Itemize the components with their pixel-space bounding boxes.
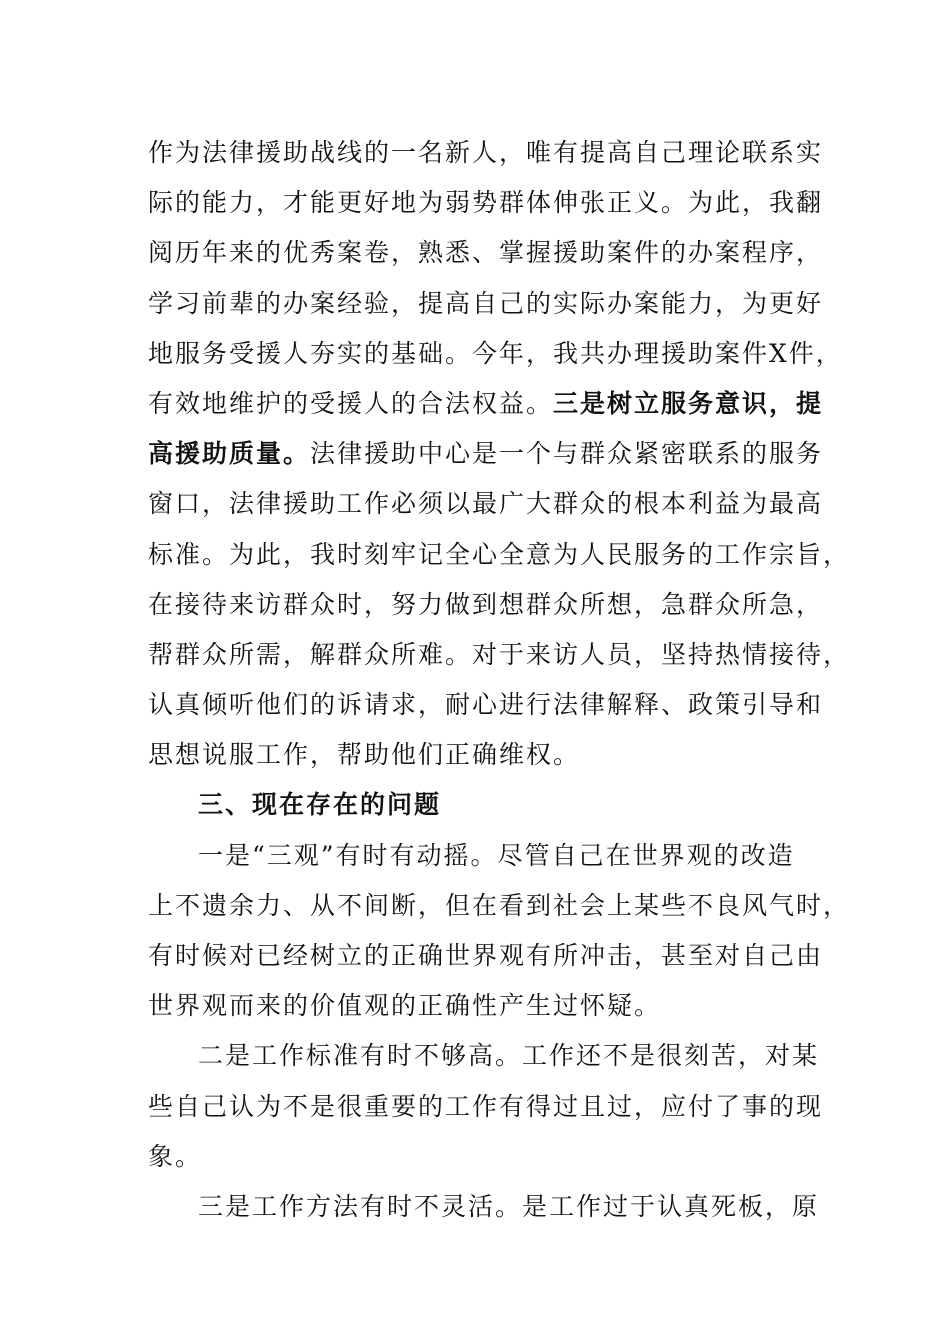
- text-run: 标准。为此，我时刻牢记全心全意为人民服务的工作宗旨，: [148, 539, 851, 569]
- text-line: [148, 128, 824, 178]
- text-line: [148, 329, 843, 379]
- text-line: [148, 730, 808, 780]
- text-line: 世界观而来的价值观的正确性产生过怀疑。: [148, 991, 662, 1021]
- text-run: 思想说服工作，帮助他们正确维权。: [148, 740, 581, 770]
- text-line: [148, 630, 851, 680]
- text-line: [148, 429, 824, 479]
- bold-text-run: 高援助质量。: [148, 439, 311, 469]
- text-line: [148, 479, 824, 529]
- text-run: 在接待来访群众时，努力做到想群众所想，急群众所急，: [148, 589, 824, 619]
- text-line: 象。: [148, 1141, 203, 1171]
- text-run: 地服务受援人夯实的基础。今年，我共办理援助案件X件，: [148, 338, 843, 368]
- text-run: 有效地维护的受援人的合法权益。: [148, 388, 554, 418]
- text-line: [148, 279, 824, 329]
- text-line: [148, 530, 851, 580]
- text-run: 际的能力，才能更好地为弱势群体伸张正义。为此，我翻: [148, 188, 824, 218]
- body-text: [148, 128, 851, 1232]
- text-line: [148, 178, 824, 228]
- text-run: 作为法律援助战线的一名新人，唯有提高自己理论联系实: [148, 138, 824, 167]
- section-heading: 三、现在存在的问题: [198, 790, 442, 820]
- text-line: 二是工作标准有时不够高。工作还不是很刻苦，对某: [198, 1041, 820, 1071]
- text-run: 阅历年来的优秀案卷，熟悉、掌握援助案件的办案程序，: [148, 238, 824, 268]
- text-line: 有时候对已经树立的正确世界观有所冲击，甚至对自己由: [148, 941, 824, 970]
- text-line: 三是工作方法有时不灵活。是工作过于认真死板，原: [198, 1191, 820, 1221]
- text-run: 帮群众所需，解群众所难。对于来访人员，坚持热情接待，: [148, 639, 851, 669]
- bold-text-run: 三是树立服务意识，提: [553, 388, 824, 418]
- text-run: 窗口，法律援助工作必须以最广大群众的根本利益为最高: [148, 489, 824, 519]
- text-run: 法律援助中心是一个与群众紧密联系的服务: [310, 439, 824, 469]
- text-run: 学习前辈的办案经验，提高自己的实际办案能力，为更好: [148, 288, 824, 318]
- text-line: [148, 228, 824, 278]
- text-run: 认真倾听他们的诉请求，耐心进行法律解释、政策引导和: [148, 690, 824, 720]
- text-line: [148, 580, 824, 630]
- text-line: [148, 379, 824, 429]
- text-line: [148, 680, 824, 730]
- text-line: 些自己认为不是很重要的工作有得过且过，应付了事的现: [148, 1091, 824, 1121]
- text-line: 一是“三观”有时有动摇。尽管自己在世界观的改造: [198, 840, 795, 870]
- text-line: 上不遗余力、从不间断，但在看到社会上某些不良风气时，: [148, 890, 851, 920]
